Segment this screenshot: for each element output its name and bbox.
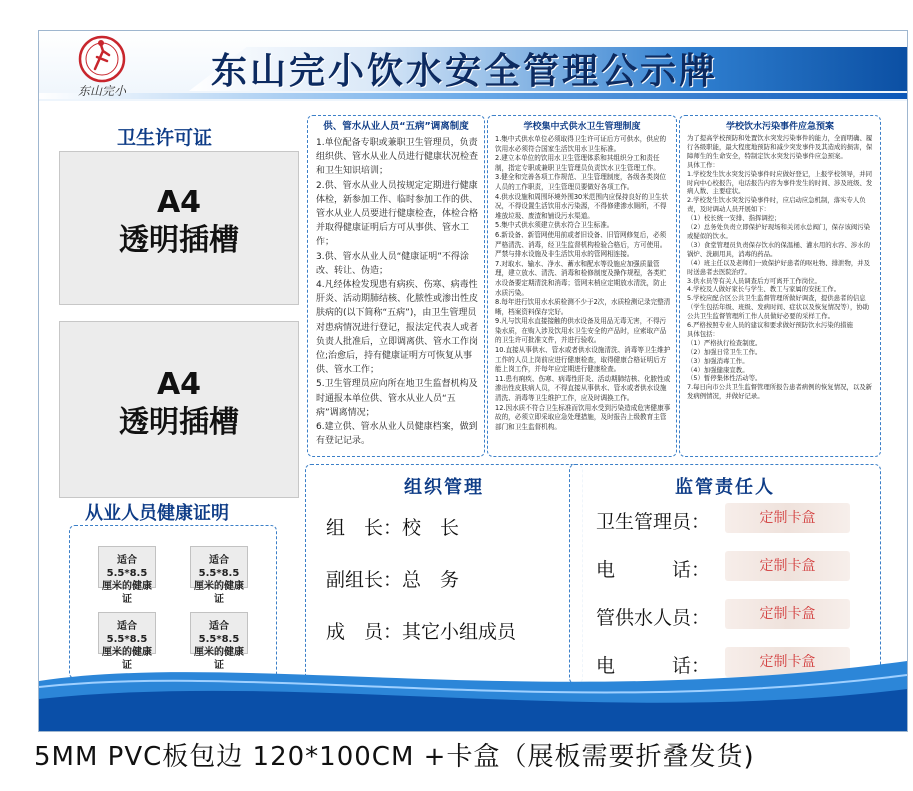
slot-label-a4: A4 [156, 367, 202, 402]
slot-label-transparent: 透明插槽 [119, 405, 239, 440]
policy-paragraph: 3.供水员等有关人员调查后方可离开工作岗位。 [687, 276, 821, 285]
policy-paragraph: 2.供、管水从业人员按规定定期进行健康体检，新参加工作、临时参加工作的供、管水从业人员要进行健康检查，体检合格并取得健康证明后方可从事供、管水工作； [316, 180, 479, 248]
policy-paragraph: （3）食堂管理员负责保存饮水的保温桶、灌水用的水容、涉水的锅炉、洗刷用具，消毒的药品。 [687, 240, 871, 258]
policy-paragraph: （5）暂停集体性活动等。 [687, 374, 762, 383]
card-slot-water-staff: 定制卡盒 [725, 599, 850, 629]
a4-slot-1 [59, 151, 299, 305]
water-supply-policy-title: 学校集中式供水卫生管理制度 [523, 122, 641, 132]
policy-paragraph: 4.供水设施和周围环境外围30米范围内应保持良好的卫生状况，不得设置生活饮用水污染源，不得修建渗水厕所，不得堆放垃圾、废渣和铺设污水渠道。 [495, 192, 668, 220]
license-title: 卫生许可证 [117, 127, 213, 149]
policy-paragraph: 4.凡经体检发现患有病疾、伤寒、病毒性肝炎、活动期肺结核、化脓性或渗出性皮肤病的(以下简称“五病”)，由卫生管理员对患病情况进行登记，报法定代表人或者负责人批准后，立即调离供、管水工作岗位;治愈后，持有健康证明方可恢复从事供、管水工作； [316, 280, 479, 376]
emergency-plan-title: 学校饮水污染事件应急预案 [725, 122, 834, 132]
policy-paragraph: （2）总务处负责立即保护好现场和关闭水总阀门，保存该阀污染或疑似的饮水。 [687, 223, 871, 240]
logo-text: 东山完小 [77, 84, 127, 98]
health-cert-slot: 适合5.5*8.5 厘米的健康证 [98, 546, 156, 588]
bottom-wave-decoration [39, 641, 907, 731]
policy-paragraph: 2.学校发生饮水突发污染事件时，应启动应急机制，落实专人负责，及时调动人员开展如下： [687, 196, 866, 214]
policy-paragraph: （3）加强消毒工作。 [687, 356, 749, 365]
policy-paragraph: 12.因水质不符合卫生标准而饮用水受到污染造成危害健康事故的，必须立即采取应急处理措施，及时报告上级教育主管部门和卫生监督机构。 [495, 403, 671, 431]
policy-paragraph: （1）严格执行检查制度。 [687, 338, 762, 347]
policy-paragraph: 1.学校发生饮水突发污染事件时应做好登记，上报学校领导，并同时向中心校报告，电话报告内容为事件发生的时间、涉及班级、发病人数、主要症状。 [687, 169, 873, 196]
policy-paragraph: 具体包括： [687, 329, 719, 338]
card-slot-phone-2: 定制卡盒 [725, 647, 850, 677]
a4-slot-2 [59, 321, 299, 498]
policy-paragraph: 5.集中式供水须建立供水符合卫生标准。 [495, 221, 614, 230]
water-supply-policy-text [495, 135, 671, 432]
policy-paragraph: 6.新设备、新管网使用前或者旧设备、旧管网修复后，必须严格清洗、消毒，经卫生监督机构检验合格后，方可使用。严禁与排水设施及非生活饮用水的管网相连接。 [495, 230, 667, 259]
policy-paragraph: 7.每日向市公共卫生监督管理所报告患者病例的恢复情况，以及新发病例情况，并做好记录。 [687, 383, 873, 401]
slot-label-transparent: 透明插槽 [119, 223, 239, 258]
emergency-plan-panel [679, 115, 881, 457]
org-title: 组织管理 [404, 477, 484, 498]
supervisor-label-phone-2: 电 话： [596, 655, 711, 677]
policy-paragraph: 1.集中式供水单位必须取得卫生许可证后方可供水，供应的饮用水必须符合国家生活饮用水卫生标准。 [495, 135, 667, 153]
policy-paragraph: 具体工作： [687, 160, 719, 169]
org-row-members: 成 员：其它小组成员 [326, 621, 517, 643]
supervisor-title: 监管责任人 [675, 477, 775, 498]
supervisor-label-phone-1: 电 话： [596, 559, 711, 581]
water-supply-policy-panel [487, 115, 677, 457]
policy-paragraph: 为了提高学校预防和处置饮水突发污染事件的能力，全面明确、履行各级职能，最大程度地预防和减少突发事件及其造成的损害，保障师生的生命安全，特制定饮水突发污染事件应急预案。 [687, 134, 873, 160]
policy-paragraph: 10.直接从事供水、管水或者供水设施清洗、消毒等卫生维护工作的人员上岗前应进行健康检查，取得健康合格证明后方能上岗工作，并每年应定期进行健康检查。 [495, 346, 671, 374]
page-title: 东山完小饮水安全管理公示牌 [211, 51, 719, 92]
org-row-deputy: 副组长：总 务 [326, 569, 460, 591]
supervisor-label-water-staff: 管供水人员： [596, 607, 711, 629]
policy-paragraph: 3.健全和完善各项工作规范、卫生管理制度，各级各类岗位人员的工作职责，卫生管理员要做好各项工作。 [495, 173, 667, 191]
policy-paragraph: （4）班主任以及老师们一致保护好患者的呕吐物、排泄物，并及时送患者去医院治疗。 [687, 258, 871, 276]
health-cert-slot: 适合5.5*8.5 厘米的健康证 [190, 546, 248, 588]
policy-paragraph: （1）校长统一安排、指挥调控； [687, 214, 781, 223]
policy-paragraph: 8.每年进行饮用水水质检测不少于2次，水质检测记录完整清晰，档案资料保存完好。 [495, 298, 671, 316]
emergency-plan-text [687, 134, 875, 401]
supervisor-label-health-manager: 卫生管理员： [596, 511, 711, 533]
policy-paragraph: 5.卫生管理员应向所在地卫生监督机构及时通报本单位供、管水从业人员“五病”调离情况； [316, 379, 478, 418]
policy-paragraph: 6.建立供、管水从业人员健康档案，做到有登记记录。 [316, 422, 478, 447]
policy-paragraph: （2）加强日常卫生工作。 [687, 347, 762, 356]
health-cert-title: 从业人员健康证明 [85, 503, 229, 524]
policy-paragraph: 1.单位配备专职或兼职卫生管理员，负责组织供、管水从业人员进行健康状况检查和卫生知识培训； [316, 138, 479, 177]
five-disease-policy-panel [307, 115, 485, 457]
health-cert-slot: 适合5.5*8.5 厘米的健康证 [190, 612, 248, 654]
policy-paragraph: 6.严格按照专业人员的建议和要求做好预防饮水污染的措施 [687, 321, 853, 330]
policy-paragraph: 7.对取水、输水、净水、蓄水和配水等设施应加强质量管理，建立放水、清洗、消毒和检修制度及操作规程，各类贮水设备要定期清洗和消毒；管网末梢应定期放水清洗，防止水质污染。 [495, 259, 667, 297]
policy-paragraph: 3.供、管水从业人员“健康证明”不得涂改、转让、伪造； [316, 251, 469, 276]
policy-paragraph: 4.学校及人做好家长与学生、教工与家属的安抚工作。 [687, 285, 841, 294]
policy-paragraph: 9.凡与饮用水直接接触的供水设备及用品无毒无害，不得污染水质，在购入涉及饮用水卫生安全的产品时，应索取产品的卫生许可批准文件，并进行验收。 [495, 317, 667, 345]
five-disease-policy-text [316, 136, 478, 448]
org-row-leader: 组 长：校 长 [326, 517, 460, 539]
school-logo [57, 33, 147, 101]
policy-paragraph: 5.学校应配合区公共卫生监督管理所做好调查，提供患者的信息（学生包括年级、班级、发病时间、症状以及恢复情况等），协助公共卫生监督管理所工作人员做好必要的采样工作。 [687, 294, 870, 321]
card-slot-health-manager: 定制卡盒 [725, 503, 850, 533]
policy-paragraph: （4）加强健康宣教。 [687, 365, 749, 374]
health-cert-slot: 适合5.5*8.5 厘米的健康证 [98, 612, 156, 654]
card-slot-phone-1: 定制卡盒 [725, 551, 850, 581]
slot-label-a4: A4 [156, 185, 202, 220]
policy-paragraph: 11.患有痢疾、伤寒、病毒性肝炎、活动期肺结核、化脓性或渗出性皮肤病人员，不得直接从事供水、管水或者供水设施清洗、消毒等卫生维护工作，应及时调换工作。 [495, 374, 671, 403]
display-board [38, 30, 908, 732]
five-disease-policy-title: 供、管水从业人员“五病”调离制度 [323, 121, 469, 132]
footer-caption: 5MM PVC板包边 120*100CM +卡盒（展板需要折叠发货) [34, 742, 755, 772]
policy-paragraph: 2.建立本单位的饮用水卫生管理体系和其组织分工和责任制，指定专职或兼职卫生管理员负责饮水卫生管理工作。 [495, 154, 660, 172]
